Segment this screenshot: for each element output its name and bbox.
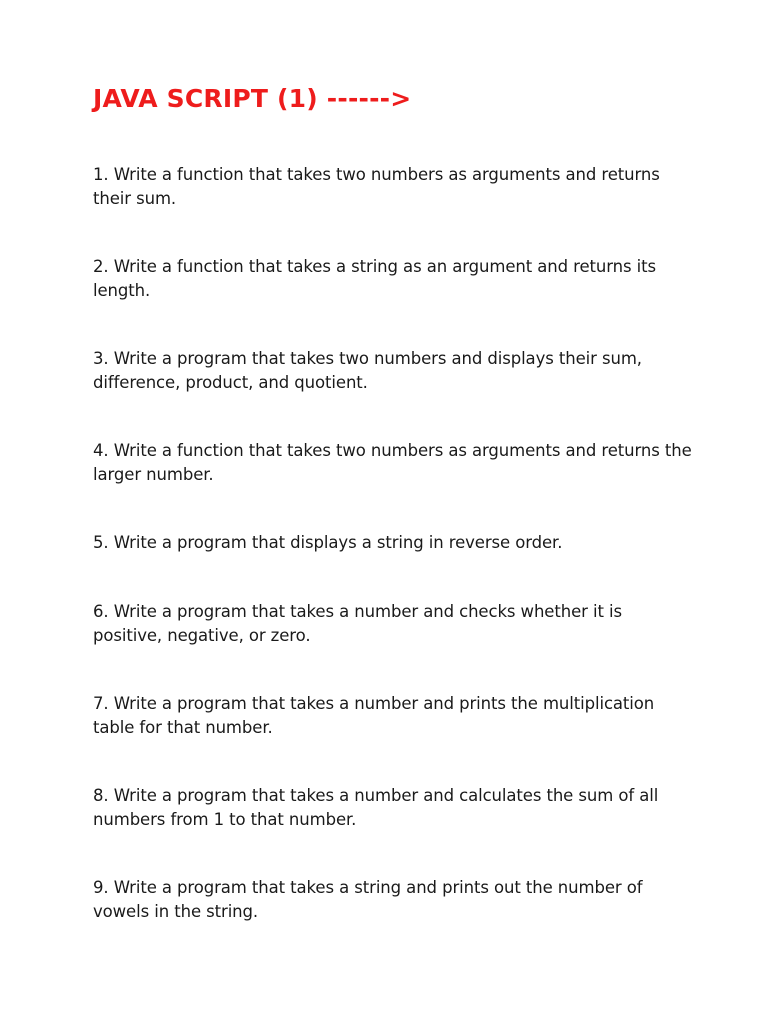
question-item-5: 5. Write a program that displays a string in reverse order. (93, 533, 563, 552)
question-item-8: 8. Write a program that takes a number and calculates the sum of all numbers from 1 to that number. (93, 786, 659, 829)
question-item-6: 6. Write a program that takes a number and checks whether it is positive, negative, or zero. (93, 602, 622, 645)
question-item-7: 7. Write a program that takes a number and prints the multiplication table for that number. (93, 694, 655, 737)
question-item-1: 1. Write a function that takes two numbers as arguments and returns their sum. (93, 165, 660, 208)
question-list (93, 163, 693, 968)
question-item-3: 3. Write a program that takes two numbers and displays their sum, difference, product, and quotient. (93, 349, 642, 392)
document-title: JAVA SCRIPT (1) ------> (93, 84, 412, 113)
question-item-4: 4. Write a function that takes two numbers as arguments and returns the larger number. (93, 441, 692, 484)
question-item-9: 9. Write a program that takes a string and prints out the number of vowels in the string. (93, 878, 643, 921)
question-item-2: 2. Write a function that takes a string as an argument and returns its length. (93, 257, 656, 300)
